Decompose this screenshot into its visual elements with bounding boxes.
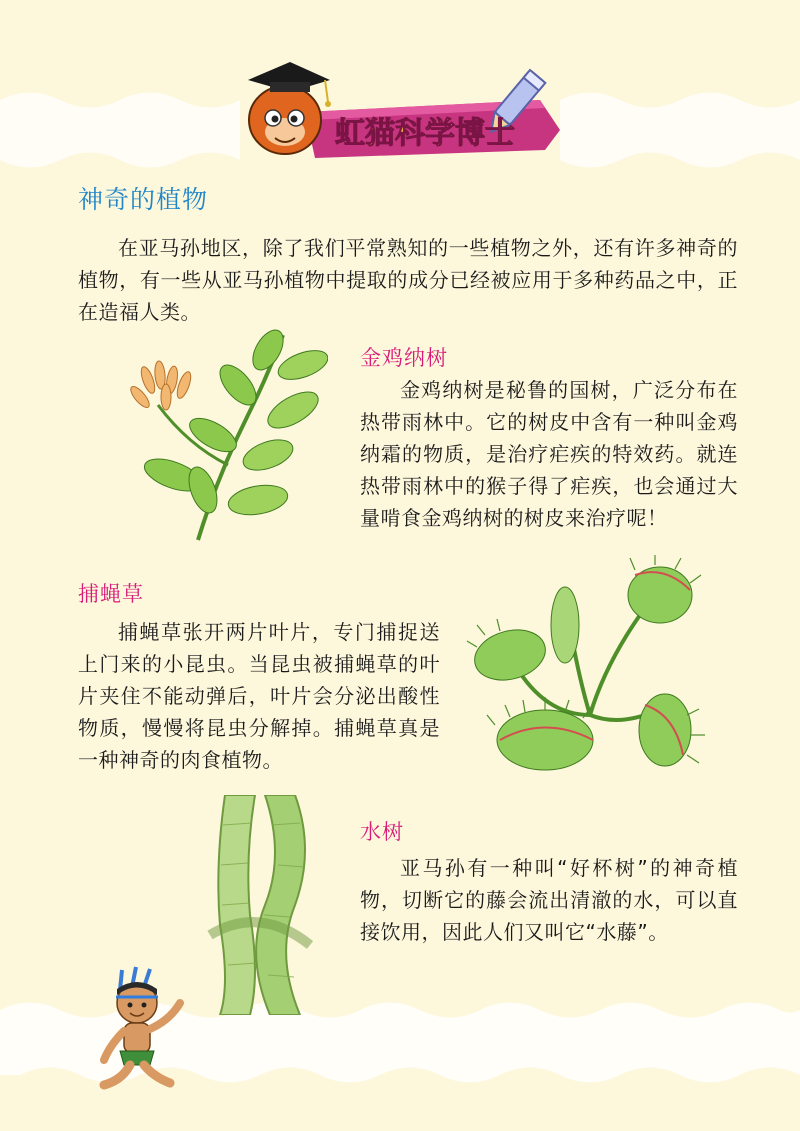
banner-logo	[240, 40, 590, 160]
section-title-water-tree: 水树	[360, 820, 404, 844]
banner-title: 虹猫科学博士	[335, 116, 515, 151]
section-text-cinchona: 金鸡纳树是秘鲁的国树，广泛分布在热带雨林中。它的树皮中含有一种叫金鸡纳霜的物质，是治疗疟疾的特效药。就连热带雨林中的猴子得了疟疾，也会通过大量啃食金鸡纳树的树皮来治疗呢！	[360, 378, 738, 530]
indigenous-boy-icon	[92, 965, 202, 1095]
section-text-water-tree: 亚马孙有一种叫“好杯树”的神奇植物，切断它的藤会流出清澈的水，可以直接饮用，因此人们又叫它“水藤”。	[360, 856, 738, 944]
cinchona-plant-icon	[118, 325, 328, 545]
page-title: 神奇的植物	[78, 185, 209, 214]
section-text-flytrap: 捕蝇草张开两片叶片，专门捕捉送上门来的小昆虫。当昆虫被捕蝇草的叶片夹住不能动弹后，叶片会分泌出酸性物质，慢慢将昆虫分解掉。捕蝇草真是一种神奇的肉食植物。	[78, 620, 440, 772]
venus-flytrap-icon	[465, 555, 715, 790]
section-title-cinchona: 金鸡纳树	[360, 346, 448, 370]
water-vine-icon	[190, 795, 340, 1015]
section-title-flytrap: 捕蝇草	[78, 582, 144, 606]
intro-paragraph: 在亚马孙地区，除了我们平常熟知的一些植物之外，还有许多神奇的植物，有一些从亚马孙植物中提取的成分已经被应用于多种药品之中，正在造福人类。	[78, 236, 738, 324]
